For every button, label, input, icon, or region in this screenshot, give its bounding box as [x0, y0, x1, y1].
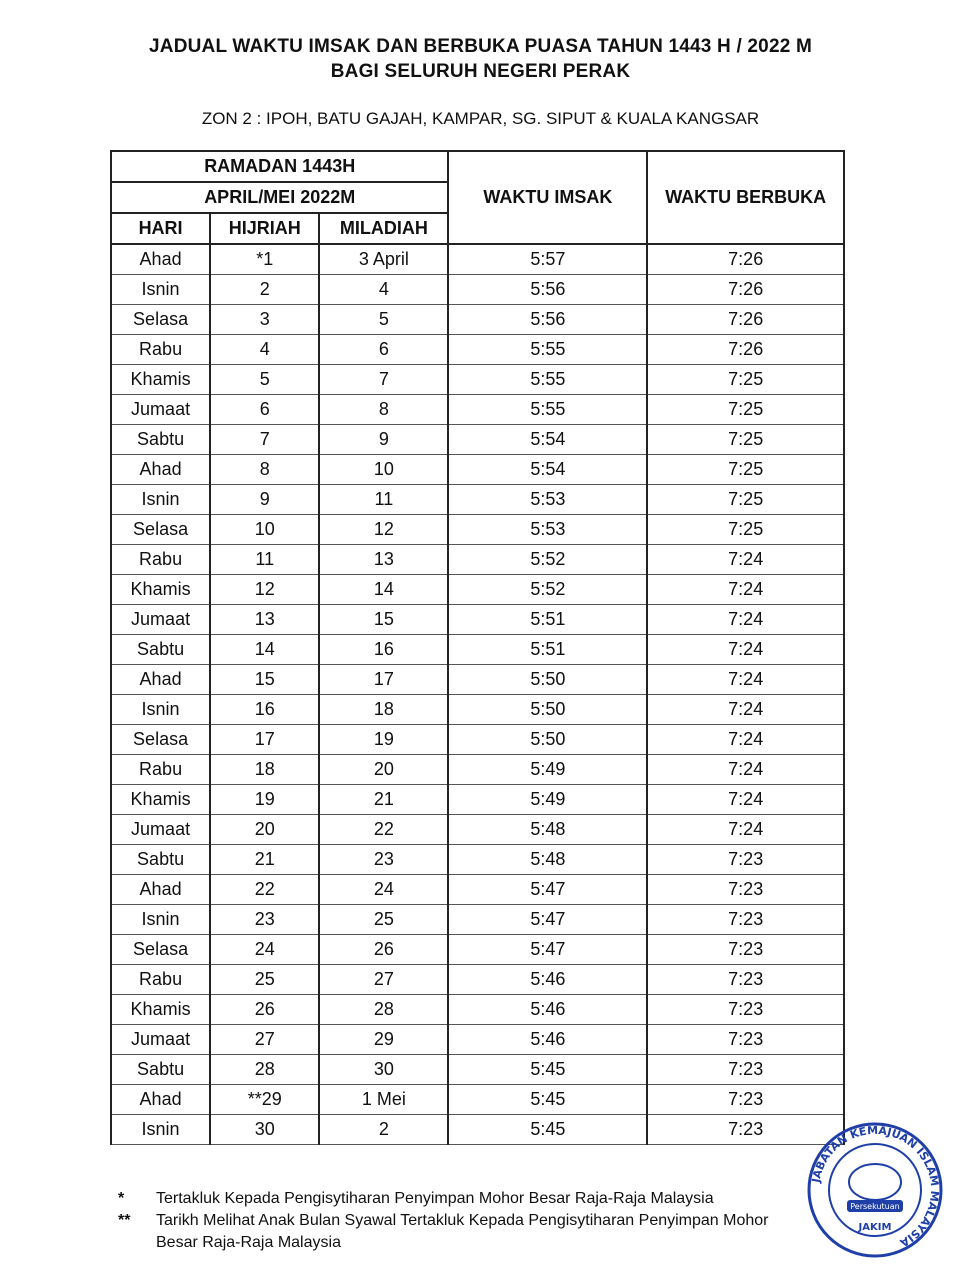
cell-hari: Sabtu: [111, 425, 210, 455]
cell-berbuka: 7:24: [647, 575, 844, 605]
footnote-text: Tarikh Melihat Anak Bulan Syawal Tertakluk Kepada Pengisytiharan Penyimpan Mohor Besar Raja-Raja Malaysia: [156, 1212, 769, 1251]
cell-hijriah: 26: [210, 995, 319, 1025]
cell-hijriah: 10: [210, 515, 319, 545]
table-row: [111, 935, 844, 965]
cell-hari: Ahad: [111, 875, 210, 905]
cell-hijriah: 12: [210, 575, 319, 605]
cell-miladiah: 11: [319, 485, 448, 515]
table-row: [111, 1085, 844, 1115]
cell-berbuka: 7:24: [647, 785, 844, 815]
table-row: [111, 815, 844, 845]
table-row: [111, 455, 844, 485]
cell-hari: Selasa: [111, 515, 210, 545]
cell-imsak: 5:47: [448, 905, 647, 935]
table-row: [111, 1025, 844, 1055]
cell-hijriah: 30: [210, 1115, 319, 1145]
header-hari: HARI: [111, 213, 210, 244]
cell-imsak: 5:56: [448, 275, 647, 305]
cell-imsak: 5:49: [448, 785, 647, 815]
cell-imsak: 5:56: [448, 305, 647, 335]
table-row: [111, 395, 844, 425]
cell-hari: Khamis: [111, 365, 210, 395]
cell-berbuka: 7:24: [647, 545, 844, 575]
cell-imsak: 5:48: [448, 845, 647, 875]
cell-imsak: 5:52: [448, 545, 647, 575]
cell-hijriah: 18: [210, 755, 319, 785]
cell-miladiah: 3 April: [319, 244, 448, 275]
cell-berbuka: 7:26: [647, 275, 844, 305]
cell-berbuka: 7:25: [647, 365, 844, 395]
cell-hijriah: 5: [210, 365, 319, 395]
cell-hari: Khamis: [111, 575, 210, 605]
cell-hari: Rabu: [111, 545, 210, 575]
cell-miladiah: 16: [319, 635, 448, 665]
cell-berbuka: 7:24: [647, 725, 844, 755]
table-row: [111, 485, 844, 515]
cell-hijriah: 15: [210, 665, 319, 695]
cell-hijriah: 7: [210, 425, 319, 455]
cell-hari: Ahad: [111, 1085, 210, 1115]
cell-berbuka: 7:24: [647, 755, 844, 785]
header-ramadan: RAMADAN 1443H: [111, 151, 448, 182]
cell-berbuka: 7:23: [647, 905, 844, 935]
cell-hijriah: 21: [210, 845, 319, 875]
header-berbuka: WAKTU BERBUKA: [647, 151, 844, 244]
cell-miladiah: 15: [319, 605, 448, 635]
table-row: [111, 965, 844, 995]
cell-berbuka: 7:25: [647, 455, 844, 485]
cell-imsak: 5:47: [448, 935, 647, 965]
cell-berbuka: 7:25: [647, 515, 844, 545]
table-row: [111, 425, 844, 455]
table-row: [111, 335, 844, 365]
cell-berbuka: 7:23: [647, 965, 844, 995]
cell-miladiah: 29: [319, 1025, 448, 1055]
cell-berbuka: 7:23: [647, 1085, 844, 1115]
cell-hari: Jumaat: [111, 815, 210, 845]
cell-imsak: 5:53: [448, 515, 647, 545]
table-row: [111, 575, 844, 605]
cell-berbuka: 7:24: [647, 665, 844, 695]
cell-berbuka: 7:26: [647, 244, 844, 275]
jakim-seal-stamp: [805, 1120, 945, 1260]
document-title: JADUAL WAKTU IMSAK DAN BERBUKA PUASA TAHUN 1443 H / 2022 M: [149, 36, 812, 57]
table-row: [111, 755, 844, 785]
cell-berbuka: 7:26: [647, 305, 844, 335]
cell-hari: Sabtu: [111, 845, 210, 875]
table-row: [111, 365, 844, 395]
cell-imsak: 5:55: [448, 365, 647, 395]
cell-imsak: 5:51: [448, 605, 647, 635]
cell-miladiah: 24: [319, 875, 448, 905]
table-row: [111, 785, 844, 815]
cell-imsak: 5:57: [448, 244, 647, 275]
cell-imsak: 5:50: [448, 695, 647, 725]
cell-imsak: 5:48: [448, 815, 647, 845]
cell-hijriah: 11: [210, 545, 319, 575]
cell-hijriah: 17: [210, 725, 319, 755]
cell-berbuka: 7:24: [647, 695, 844, 725]
cell-miladiah: 30: [319, 1055, 448, 1085]
cell-miladiah: 4: [319, 275, 448, 305]
cell-hari: Isnin: [111, 485, 210, 515]
cell-hijriah: 25: [210, 965, 319, 995]
table-row: [111, 605, 844, 635]
table-row: [111, 275, 844, 305]
header-miladiah: MILADIAH: [319, 213, 448, 244]
table-row: [111, 695, 844, 725]
cell-imsak: 5:50: [448, 665, 647, 695]
footnote-text: Tertakluk Kepada Pengisytiharan Penyimpan Mohor Besar Raja-Raja Malaysia: [156, 1190, 714, 1207]
table-row: [111, 305, 844, 335]
cell-hari: Isnin: [111, 1115, 210, 1145]
cell-hari: Ahad: [111, 455, 210, 485]
cell-berbuka: 7:23: [647, 1115, 844, 1145]
schedule-body: [111, 244, 844, 1145]
table-row: [111, 905, 844, 935]
cell-hijriah: 14: [210, 635, 319, 665]
cell-miladiah: 14: [319, 575, 448, 605]
cell-hijriah: 2: [210, 275, 319, 305]
cell-hari: Khamis: [111, 995, 210, 1025]
cell-imsak: 5:52: [448, 575, 647, 605]
cell-hijriah: 9: [210, 485, 319, 515]
cell-hijriah: *1: [210, 244, 319, 275]
footnote-mark: **: [118, 1212, 131, 1229]
cell-hari: Jumaat: [111, 395, 210, 425]
cell-hijriah: 28: [210, 1055, 319, 1085]
cell-miladiah: 9: [319, 425, 448, 455]
cell-hari: Isnin: [111, 275, 210, 305]
cell-hijriah: 24: [210, 935, 319, 965]
cell-imsak: 5:55: [448, 395, 647, 425]
cell-miladiah: 12: [319, 515, 448, 545]
cell-berbuka: 7:24: [647, 605, 844, 635]
cell-berbuka: 7:24: [647, 815, 844, 845]
cell-hijriah: 22: [210, 875, 319, 905]
cell-hijriah: 3: [210, 305, 319, 335]
cell-miladiah: 26: [319, 935, 448, 965]
cell-miladiah: 7: [319, 365, 448, 395]
cell-miladiah: 13: [319, 545, 448, 575]
seal-banner: Persekutuan: [850, 1202, 900, 1211]
cell-hari: Jumaat: [111, 605, 210, 635]
cell-hari: Isnin: [111, 695, 210, 725]
cell-hari: Isnin: [111, 905, 210, 935]
table-row: [111, 515, 844, 545]
table-row: [111, 995, 844, 1025]
cell-miladiah: 10: [319, 455, 448, 485]
table-row: [111, 545, 844, 575]
table-row: [111, 1055, 844, 1085]
footnote: [118, 1188, 816, 1210]
cell-miladiah: 21: [319, 785, 448, 815]
cell-imsak: 5:51: [448, 635, 647, 665]
cell-miladiah: 19: [319, 725, 448, 755]
cell-miladiah: 18: [319, 695, 448, 725]
table-row: [111, 725, 844, 755]
header-hijriah: HIJRIAH: [210, 213, 319, 244]
cell-imsak: 5:46: [448, 995, 647, 1025]
footnote: [118, 1210, 816, 1254]
cell-imsak: 5:45: [448, 1085, 647, 1115]
cell-hari: Rabu: [111, 965, 210, 995]
cell-imsak: 5:45: [448, 1115, 647, 1145]
cell-imsak: 5:46: [448, 965, 647, 995]
cell-berbuka: 7:25: [647, 425, 844, 455]
cell-hari: Khamis: [111, 785, 210, 815]
cell-hijriah: 27: [210, 1025, 319, 1055]
cell-miladiah: 27: [319, 965, 448, 995]
cell-berbuka: 7:26: [647, 335, 844, 365]
cell-hari: Ahad: [111, 665, 210, 695]
cell-berbuka: 7:25: [647, 395, 844, 425]
cell-imsak: 5:45: [448, 1055, 647, 1085]
cell-hari: Sabtu: [111, 635, 210, 665]
cell-hari: Jumaat: [111, 1025, 210, 1055]
cell-imsak: 5:53: [448, 485, 647, 515]
cell-miladiah: 5: [319, 305, 448, 335]
table-row: [111, 665, 844, 695]
cell-miladiah: 23: [319, 845, 448, 875]
cell-hijriah: 13: [210, 605, 319, 635]
cell-imsak: 5:49: [448, 755, 647, 785]
zone-label: ZON 2 : IPOH, BATU GAJAH, KAMPAR, SG. SIPUT & KUALA KANGSAR: [201, 109, 760, 128]
cell-berbuka: 7:23: [647, 1055, 844, 1085]
cell-berbuka: 7:23: [647, 845, 844, 875]
cell-imsak: 5:46: [448, 1025, 647, 1055]
cell-miladiah: 20: [319, 755, 448, 785]
cell-hari: Selasa: [111, 935, 210, 965]
cell-hijriah: 16: [210, 695, 319, 725]
cell-hijriah: 8: [210, 455, 319, 485]
cell-berbuka: 7:23: [647, 875, 844, 905]
cell-imsak: 5:55: [448, 335, 647, 365]
footnotes: [118, 1188, 816, 1254]
cell-hijriah: 4: [210, 335, 319, 365]
cell-miladiah: 22: [319, 815, 448, 845]
cell-berbuka: 7:23: [647, 995, 844, 1025]
cell-hari: Selasa: [111, 305, 210, 335]
table-row: [111, 845, 844, 875]
cell-miladiah: 1 Mei: [319, 1085, 448, 1115]
seal-bottom-text: JAKIM: [858, 1222, 892, 1233]
cell-miladiah: 2: [319, 1115, 448, 1145]
cell-imsak: 5:50: [448, 725, 647, 755]
cell-hijriah: 19: [210, 785, 319, 815]
table-row: [111, 875, 844, 905]
footnote-mark: *: [118, 1190, 125, 1207]
cell-hari: Selasa: [111, 725, 210, 755]
table-row: [111, 635, 844, 665]
header-month: APRIL/MEI 2022M: [111, 182, 448, 213]
seal-ring-text: JABATAN KEMAJUAN ISLAM MALAYSIA: [809, 1123, 942, 1250]
document-subtitle: BAGI SELURUH NEGERI PERAK: [330, 61, 631, 82]
cell-miladiah: 6: [319, 335, 448, 365]
cell-berbuka: 7:23: [647, 935, 844, 965]
cell-imsak: 5:54: [448, 455, 647, 485]
cell-hari: Rabu: [111, 755, 210, 785]
cell-hijriah: **29: [210, 1085, 319, 1115]
cell-berbuka: 7:25: [647, 485, 844, 515]
cell-imsak: 5:47: [448, 875, 647, 905]
cell-hijriah: 6: [210, 395, 319, 425]
table-row: [111, 244, 844, 275]
cell-berbuka: 7:24: [647, 635, 844, 665]
cell-hijriah: 20: [210, 815, 319, 845]
header-imsak: WAKTU IMSAK: [448, 151, 647, 244]
cell-miladiah: 28: [319, 995, 448, 1025]
table-row: [111, 1115, 844, 1145]
cell-hari: Sabtu: [111, 1055, 210, 1085]
cell-miladiah: 8: [319, 395, 448, 425]
schedule-table: [110, 150, 845, 1145]
cell-hari: Ahad: [111, 244, 210, 275]
cell-miladiah: 17: [319, 665, 448, 695]
cell-hari: Rabu: [111, 335, 210, 365]
cell-miladiah: 25: [319, 905, 448, 935]
cell-imsak: 5:54: [448, 425, 647, 455]
cell-berbuka: 7:23: [647, 1025, 844, 1055]
cell-hijriah: 23: [210, 905, 319, 935]
